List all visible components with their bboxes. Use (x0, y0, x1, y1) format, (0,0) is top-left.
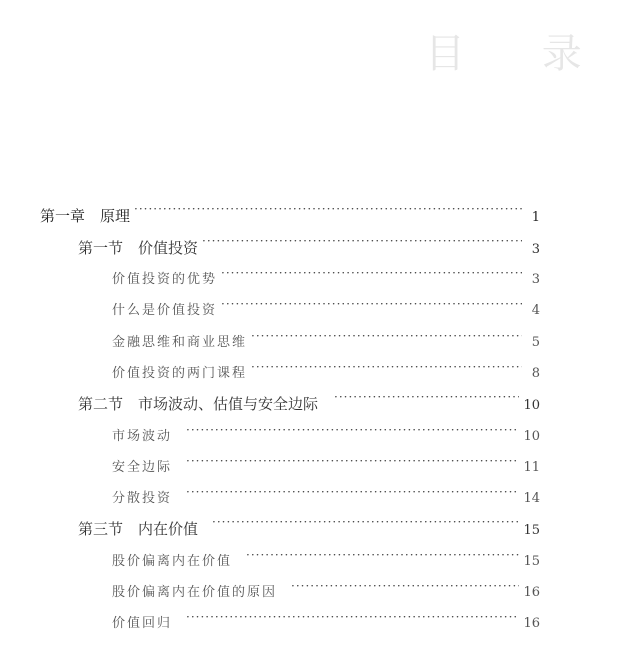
toc-entry-label: 第一节 价值投资 (78, 239, 199, 257)
toc-leader-dots (221, 272, 522, 285)
toc-item-entry[interactable] (112, 331, 540, 350)
toc-section-entry[interactable] (78, 237, 540, 258)
toc-entry-label: 价值投资的两门课程 (112, 366, 248, 381)
toc-item-entry[interactable] (112, 581, 540, 600)
toc-page-number: 16 (523, 585, 540, 600)
toc-page-number: 16 (523, 616, 540, 631)
toc-page-number: 1 (531, 210, 540, 225)
page-title: 目 录 (425, 31, 614, 77)
toc-entry-label: 股价偏离内在价值 (112, 554, 233, 569)
toc-page-number: 10 (523, 429, 540, 444)
toc-page-number: 11 (523, 460, 540, 475)
toc-entry-label: 分散投资 (112, 491, 173, 506)
toc-entry-label: 什么是价值投资 (112, 303, 218, 318)
toc-leader-dots (251, 335, 522, 348)
toc-page-number: 14 (523, 491, 540, 506)
toc-leader-dots (186, 460, 519, 473)
toc-leader-dots (221, 303, 522, 316)
toc-entry-label: 第三节 内在价值 (78, 520, 199, 538)
toc-page-number: 15 (523, 554, 540, 569)
toc-item-entry[interactable] (112, 612, 540, 631)
toc-entry-label: 价值投资的优势 (112, 272, 218, 287)
toc-page-number: 3 (531, 272, 540, 287)
toc-entry-label: 第二节 市场波动、估值与安全边际 (78, 395, 319, 413)
toc-leader-dots (291, 585, 519, 598)
toc-page-number: 10 (523, 398, 540, 413)
toc-leader-dots (212, 521, 519, 536)
toc-leader-dots (334, 396, 519, 411)
toc-entry-label: 市场波动 (112, 429, 173, 444)
toc-item-entry[interactable] (112, 362, 540, 381)
toc-leader-dots (186, 616, 519, 629)
toc-item-entry[interactable] (112, 299, 540, 318)
toc-section-entry[interactable] (78, 393, 540, 414)
toc-leader-dots (202, 240, 522, 255)
toc-leader-dots (186, 491, 519, 504)
toc-entry-label: 安全边际 (112, 460, 173, 475)
toc-page-number: 5 (531, 335, 540, 350)
toc-item-entry[interactable] (112, 456, 540, 475)
toc-entry-label: 价值回归 (112, 616, 173, 631)
toc-entry-label: 股价偏离内在价值的原因 (112, 585, 278, 600)
toc-entry-label: 金融思维和商业思维 (112, 335, 248, 350)
toc-item-entry[interactable] (112, 268, 540, 287)
toc-item-entry[interactable] (112, 550, 540, 569)
toc-leader-dots (186, 429, 519, 442)
toc-item-entry[interactable] (112, 425, 540, 444)
toc-page-number: 15 (523, 523, 540, 538)
toc-entry-label: 第一章 原理 (40, 207, 131, 225)
toc-page-number: 8 (531, 366, 540, 381)
toc-item-entry[interactable] (112, 487, 540, 506)
toc-leader-dots (251, 366, 522, 379)
toc-leader-dots (246, 554, 519, 567)
toc-chapter-entry[interactable] (40, 205, 540, 226)
toc-section-entry[interactable] (78, 518, 540, 539)
toc-page-number: 4 (531, 303, 540, 318)
toc-leader-dots (134, 208, 522, 223)
toc-page-number: 3 (531, 242, 540, 257)
